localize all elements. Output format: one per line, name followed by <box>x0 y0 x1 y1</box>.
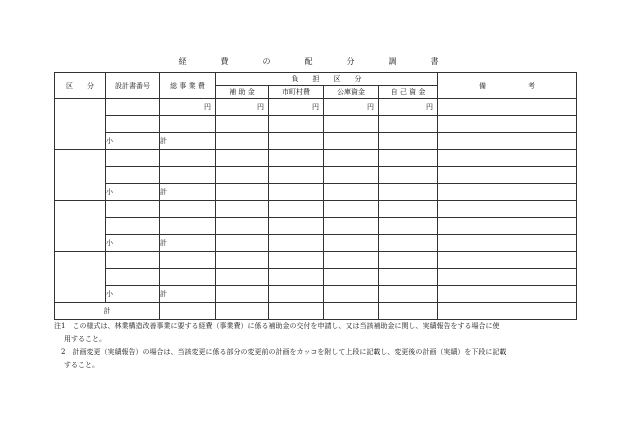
own-fund-cell[interactable] <box>379 235 438 252</box>
total-cost-cell[interactable]: 円 <box>160 99 216 116</box>
header-total-cost: 総 事 業 費 <box>160 73 216 99</box>
municipal-cell[interactable] <box>269 167 324 184</box>
own-fund-cell[interactable] <box>379 269 438 286</box>
header-municipal-cost: 市町村費 <box>269 86 324 99</box>
public-fund-cell[interactable] <box>324 167 379 184</box>
own-fund-cell[interactable] <box>379 286 438 303</box>
remarks-cell[interactable] <box>438 303 577 320</box>
design-number-cell[interactable] <box>106 116 160 133</box>
header-kubun: 区 分 <box>55 73 106 99</box>
subtotal-label: 小 計 <box>106 286 160 303</box>
public-fund-cell[interactable] <box>324 201 379 218</box>
header-subsidy: 補 助 金 <box>216 86 269 99</box>
remarks-cell[interactable] <box>438 99 577 116</box>
public-fund-cell[interactable] <box>324 269 379 286</box>
remarks-cell[interactable] <box>438 269 577 286</box>
subtotal-row <box>55 184 577 201</box>
own-fund-cell[interactable] <box>379 184 438 201</box>
design-number-cell[interactable] <box>106 269 160 286</box>
notes-section <box>54 320 580 372</box>
subsidy-cell[interactable] <box>216 133 269 150</box>
subtotal-label: 小 計 <box>106 184 160 201</box>
total-cost-cell[interactable] <box>160 303 216 320</box>
own-fund-cell[interactable]: 円 <box>379 99 438 116</box>
note-1-line-2: 用すること。 <box>64 335 106 343</box>
table-row <box>55 269 577 286</box>
own-fund-cell[interactable] <box>379 303 438 320</box>
public-fund-cell[interactable] <box>324 286 379 303</box>
public-fund-cell[interactable] <box>324 116 379 133</box>
subsidy-cell[interactable]: 円 <box>216 99 269 116</box>
design-number-cell[interactable] <box>106 99 160 116</box>
total-cost-cell[interactable] <box>160 167 216 184</box>
header-own-fund: 自 己 資 金 <box>379 86 438 99</box>
remarks-cell[interactable] <box>438 167 577 184</box>
municipal-cell[interactable] <box>269 201 324 218</box>
header-row-1 <box>55 73 577 86</box>
subsidy-cell[interactable] <box>216 150 269 167</box>
design-number-cell[interactable] <box>106 201 160 218</box>
own-fund-cell[interactable] <box>379 252 438 269</box>
subsidy-cell[interactable] <box>216 252 269 269</box>
municipal-cell[interactable] <box>269 218 324 235</box>
subtotal-label: 小 計 <box>106 133 160 150</box>
design-number-cell[interactable] <box>106 150 160 167</box>
municipal-cell[interactable] <box>269 235 324 252</box>
design-number-cell[interactable] <box>106 218 160 235</box>
table-row <box>55 99 577 116</box>
design-number-cell[interactable] <box>106 167 160 184</box>
public-fund-cell[interactable]: 円 <box>324 99 379 116</box>
note-2-line-1: 2 計画変更（実績報告）の場合は、当該変更に係る部分の変更前の計画をカッコを附して上段に記載し、変更後の計画（実績）を下段に記載 <box>54 348 507 356</box>
own-fund-cell[interactable] <box>379 116 438 133</box>
total-cost-cell[interactable] <box>160 269 216 286</box>
own-fund-cell[interactable] <box>379 150 438 167</box>
subtotal-row <box>55 133 577 150</box>
municipal-cell[interactable] <box>269 286 324 303</box>
remarks-cell[interactable] <box>438 184 577 201</box>
note-2 <box>54 346 580 372</box>
remarks-cell[interactable] <box>438 150 577 167</box>
total-cost-cell[interactable] <box>160 218 216 235</box>
header-public-fund: 公庫資金 <box>324 86 379 99</box>
own-fund-cell[interactable] <box>379 167 438 184</box>
own-fund-cell[interactable] <box>379 201 438 218</box>
municipal-cell[interactable] <box>269 150 324 167</box>
public-fund-cell[interactable] <box>324 252 379 269</box>
remarks-cell[interactable] <box>438 133 577 150</box>
note-1-line-1: 注1 この様式は、林業構造改善事業に要する経費（事業費）に係る補助金の交付を申請し、又は当該補助金に関し、実績報告をする場合に使 <box>54 322 500 330</box>
municipal-cell[interactable] <box>269 303 324 320</box>
public-fund-cell[interactable] <box>324 184 379 201</box>
kubun-cell[interactable] <box>55 252 106 303</box>
subtotal-row <box>55 286 577 303</box>
subtotal-row <box>55 235 577 252</box>
remarks-cell[interactable] <box>438 201 577 218</box>
kubun-cell[interactable] <box>55 201 106 252</box>
own-fund-cell[interactable] <box>379 218 438 235</box>
document-title: 経 費 の 配 分 調 書 <box>178 57 452 66</box>
municipal-cell[interactable] <box>269 252 324 269</box>
municipal-cell[interactable] <box>269 184 324 201</box>
municipal-cell[interactable] <box>269 133 324 150</box>
table-row <box>55 252 577 269</box>
total-row <box>55 303 577 320</box>
public-fund-cell[interactable] <box>324 218 379 235</box>
header-burden-category: 負 担 区 分 <box>216 73 438 86</box>
table-row <box>55 201 577 218</box>
public-fund-cell[interactable] <box>324 150 379 167</box>
subsidy-cell[interactable] <box>216 184 269 201</box>
remarks-cell[interactable] <box>438 116 577 133</box>
expense-allocation-table <box>54 72 577 320</box>
kubun-cell[interactable] <box>55 150 106 201</box>
own-fund-cell[interactable] <box>379 133 438 150</box>
table-row <box>55 218 577 235</box>
public-fund-cell[interactable] <box>324 235 379 252</box>
remarks-cell[interactable] <box>438 286 577 303</box>
header-design-number: 設計書番号 <box>106 73 160 99</box>
kubun-cell[interactable] <box>55 99 106 150</box>
subsidy-cell[interactable] <box>216 286 269 303</box>
subsidy-cell[interactable] <box>216 269 269 286</box>
total-cost-cell[interactable] <box>160 150 216 167</box>
header-remarks: 備 考 <box>438 73 577 99</box>
note-1 <box>54 320 580 346</box>
note-2-line-2: すること。 <box>64 361 99 369</box>
design-number-cell[interactable] <box>106 252 160 269</box>
remarks-cell[interactable] <box>438 218 577 235</box>
subsidy-cell[interactable] <box>216 218 269 235</box>
total-cost-cell[interactable] <box>160 252 216 269</box>
total-cost-cell[interactable] <box>160 116 216 133</box>
municipal-cell[interactable]: 円 <box>269 99 324 116</box>
public-fund-cell[interactable] <box>324 303 379 320</box>
table-row <box>55 167 577 184</box>
table-row <box>55 116 577 133</box>
subsidy-cell[interactable] <box>216 201 269 218</box>
subsidy-cell[interactable] <box>216 235 269 252</box>
subsidy-cell[interactable] <box>216 167 269 184</box>
public-fund-cell[interactable] <box>324 133 379 150</box>
remarks-cell[interactable] <box>438 235 577 252</box>
municipal-cell[interactable] <box>269 116 324 133</box>
subtotal-label: 小 計 <box>106 235 160 252</box>
municipal-cell[interactable] <box>269 269 324 286</box>
subsidy-cell[interactable] <box>216 303 269 320</box>
subsidy-cell[interactable] <box>216 116 269 133</box>
table-row <box>55 150 577 167</box>
total-label: 計 <box>55 303 160 320</box>
remarks-cell[interactable] <box>438 252 577 269</box>
total-cost-cell[interactable] <box>160 201 216 218</box>
